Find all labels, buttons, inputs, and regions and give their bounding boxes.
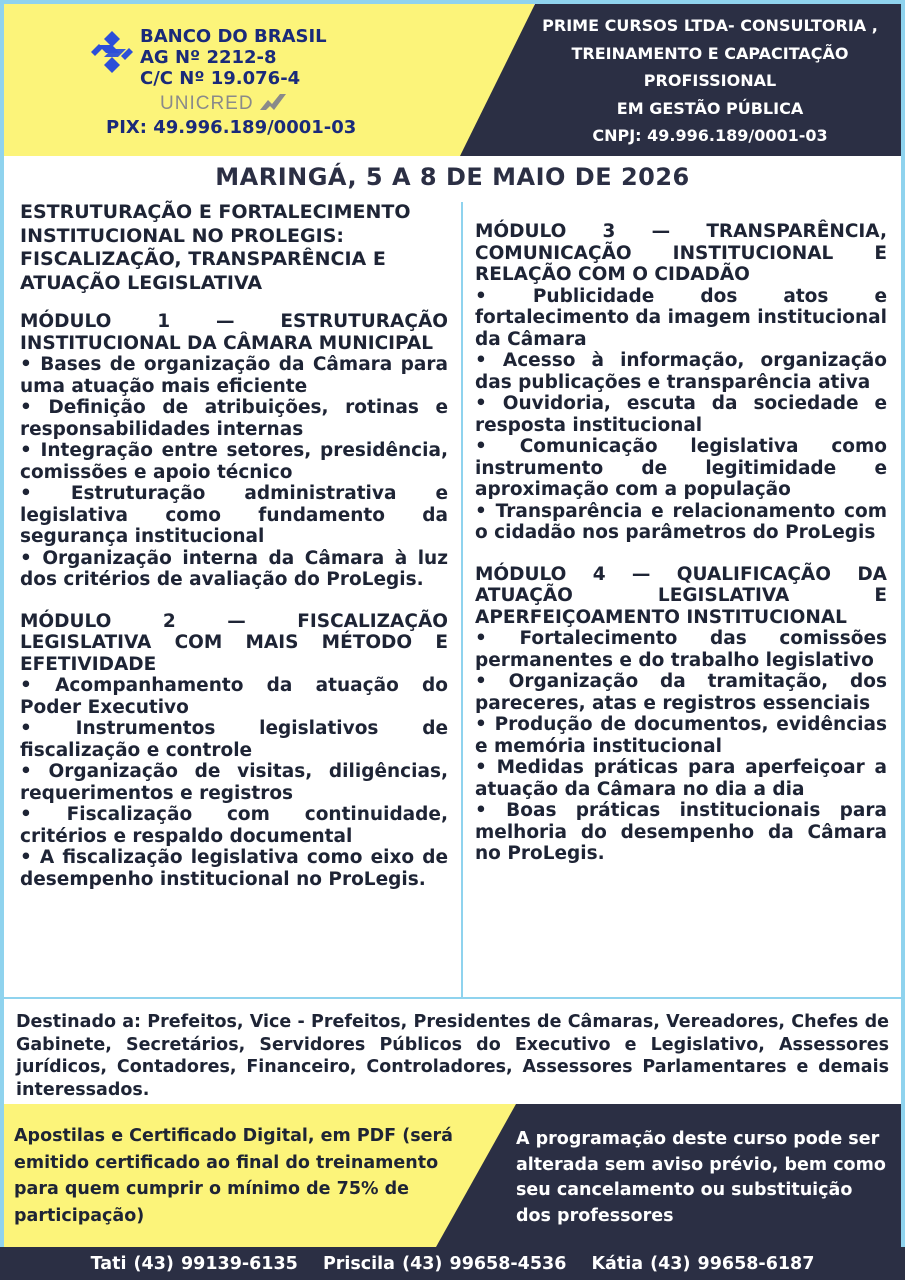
module-4-title: MÓDULO 4 — QUALIFICAÇÃO DA ATUAÇÃO LEGISLATIVA E APERFEIÇOAMENTO INSTITUCIONAL (475, 563, 887, 628)
target-audience: Destinado a: Prefeitos, Vice - Prefeitos, Presidentes de Câmaras, Vereadores, Chefes de Gabinete, Secretários, Servidores Públicos do Executivo e Legislativo, Assessores jurídicos, Contadores, Financeiro, Controladores, Assessores Parlamentares e demais interessados. (16, 1012, 889, 1100)
company-cnpj: CNPJ: 49.996.189/0001-03 (592, 126, 828, 145)
module-4-item: • Produção de documentos, evidências e memória institucional (475, 714, 887, 757)
left-column (20, 201, 448, 890)
module-3-item: • Publicidade dos atos e fortalecimento da imagem institucional da Câmara (475, 285, 887, 350)
company-line: EM GESTÃO PÚBLICA (616, 98, 804, 118)
company-line: TREINAMENTO E CAPACITAÇÃO (571, 43, 849, 63)
module-2-title: MÓDULO 2 — FISCALIZAÇÃO LEGISLATIVA COM MAIS MÉTODO E EFETIVIDADE (20, 610, 448, 675)
course-heading: ESTRUTURAÇÃO E FORTALECIMENTO INSTITUCIONAL NO PROLEGIS: FISCALIZAÇÃO, TRANSPARÊNCIA E ATUAÇÃO LEGISLATIVA (20, 201, 411, 294)
module-3-item: • Acesso à informação, organização das publicações e transparência ativa (475, 350, 887, 393)
event-title: MARINGÁ, 5 A 8 DE MAIO DE 2026 (215, 163, 690, 191)
unicred-logo (160, 93, 286, 115)
module-2-item: • Acompanhamento da atuação do Poder Executivo (20, 675, 448, 718)
module-4-item: • Fortalecimento das comissões permanentes e do trabalho legislativo (475, 628, 887, 671)
module-2-item: • Fiscalização com continuidade, critérios e respaldo documental (20, 804, 448, 847)
module-4-item: • Boas práticas institucionais para melhoria do desempenho da Câmara no ProLegis. (475, 800, 887, 864)
bank-agency: AG Nº 2212-8 (140, 47, 277, 68)
module-1-item: • Integração entre setores, presidência, comissões e apoio técnico (20, 440, 448, 483)
module-1-item: • Estruturação administrativa e legislativa como fundamento da segurança institucional (20, 483, 448, 547)
contact-tati: Tati (43) 99139-6135 (90, 1254, 298, 1274)
bank-details (102, 26, 382, 89)
company-line: PROFISSIONAL (643, 71, 777, 90)
module-1-item: • Bases de organização da Câmara para uma atuação mais eficiente (20, 354, 448, 397)
company-line: PRIME CURSOS LTDA- CONSULTORIA , (542, 16, 878, 35)
module-2-item: • Instrumentos legislativos de fiscalização e controle (20, 718, 448, 761)
module-4-item: • Medidas práticas para aperfeiçoar a atuação da Câmara no dia a dia (475, 757, 887, 800)
bank-name: BANCO DO BRASIL (140, 26, 327, 47)
bank-account: C/C Nº 19.076-4 (140, 68, 301, 89)
company-info (525, 12, 895, 150)
module-1-item: • Definição de atribuições, rotinas e responsabilidades internas (20, 397, 448, 440)
schedule-notice: A programação deste curso pode ser alterada sem aviso prévio, bem como seu cancelamento ou substituição dos professores (516, 1129, 886, 1226)
module-4-item: • Organização da tramitação, dos pareceres, atas e registros essenciais (475, 671, 887, 714)
module-3-item: • Comunicação legislativa como instrumento de legitimidade e aproximação com a população (475, 436, 887, 500)
unicred-label: UNICRED (160, 93, 254, 114)
module-3-title: MÓDULO 3 — TRANSPARÊNCIA, COMUNICAÇÃO INSTITUCIONAL E RELAÇÃO COM O CIDADÃO (475, 221, 887, 285)
contact-priscila: Priscila (43) 99658-4536 (322, 1254, 567, 1274)
module-3-item: • Ouvidoria, escuta da sociedade e resposta institucional (475, 393, 887, 436)
contacts-footer (0, 1247, 905, 1280)
module-1-title: MÓDULO 1 — ESTRUTURAÇÃO INSTITUCIONAL DA CÂMARA MUNICIPAL (20, 311, 448, 354)
module-2-item: • A fiscalização legislativa como eixo de desempenho institucional no ProLegis. (20, 847, 448, 890)
module-1-item: • Organização interna da Câmara à luz dos critérios de avaliação do ProLegis. (20, 547, 448, 590)
pix-key: PIX: 49.996.189/0001-03 (106, 117, 357, 138)
module-3-item: • Transparência e relacionamento com o cidadão nos parâmetros do ProLegis (475, 500, 887, 543)
unicred-arrow-icon (260, 94, 286, 110)
certificate-info: Apostilas e Certificado Digital, em PDF (será emitido certificado ao final do treinamento para quem cumprir o mínimo de 75% de participação) (14, 1126, 453, 1226)
right-column (475, 221, 887, 865)
module-2-item: • Organização de visitas, diligências, requerimentos e registros (20, 761, 448, 804)
column-divider (461, 202, 463, 997)
contact-katia: Kátia (43) 99658-6187 (591, 1254, 815, 1274)
